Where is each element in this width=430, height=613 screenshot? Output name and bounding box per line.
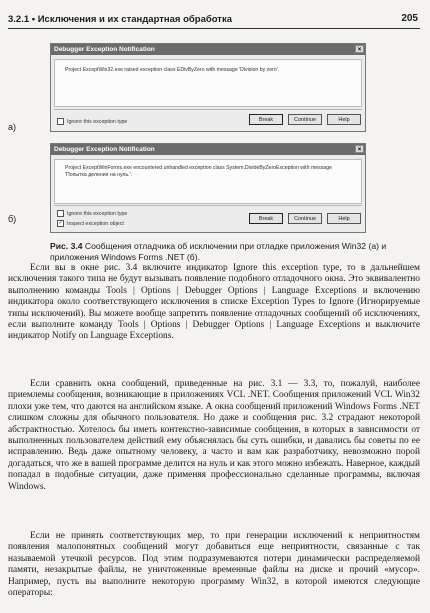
dialog-b-message-line1: Project ExceptWinForms.exe encountered unhandled exception class System.DivideByZeroException with message (65, 165, 332, 171)
section-title: 3.2.1 • Исключения и их стандартная обработка (8, 14, 232, 25)
caption-label: Рис. 3.4 (50, 241, 83, 251)
close-icon[interactable]: × (355, 145, 364, 153)
inspect-label: Inspect exception object (67, 220, 124, 227)
dialog-b-message-line2: 'Попытка деления на нуль.'. (65, 172, 133, 178)
figure-a-label: а) (8, 122, 17, 132)
dialog-a-ignore-checkbox[interactable] (57, 118, 127, 125)
dialog-a-separator (54, 109, 362, 110)
checkbox-icon[interactable] (57, 118, 64, 125)
paragraph-2: Если сравнить окна сообщений, приведенные на рис. 3.1 — 3.3, то, пожалуй, наиболее приемлемы сообщения, возникающие в приложениях VCL .NET. Сообщения приложений VCL Win32 плохи уже тем, что даются на английском языке. А окна сообщений приложений Windows Forms .NET слишком сложны для обычного пользователя. Но даже и сообщения рис. 3.2 страдают некоторой абстрактностью. Хотелось бы иметь контекстно-зависимые сообщения, в которых в зависимости от выполненных пользователем действий ему объяснялась бы суть ошибки, и давались бы советы по ее исправлению. Ведь даже опытному человеку, а часто и вам как разработчику, невозможно порой догадаться, что же в вашей программе делится на нуль и как этого можно избежать. Наверное, каждый попадал в подобные ситуации, даже применяя профессионально сделанные программы, включая Windows. (8, 379, 420, 492)
dialog-b (50, 143, 366, 233)
dialog-b-inspect-checkbox[interactable] (57, 220, 124, 227)
checkmark-icon[interactable]: ✓ (58, 220, 63, 226)
running-header (8, 12, 420, 29)
checkbox-icon[interactable] (57, 210, 64, 217)
break-button[interactable]: Break (249, 114, 283, 125)
ignore-label: Ignore this exception type (67, 118, 128, 125)
dialog-a-title: Debugger Exception Notification (54, 46, 155, 53)
figure-caption (50, 241, 420, 263)
figure-b-label: б) (8, 214, 17, 224)
continue-button[interactable]: Continue (288, 213, 322, 224)
close-icon[interactable]: × (355, 45, 364, 53)
caption-text: Сообщения отладчика об исключении при отладке приложения Win32 (а) и приложения Windows Forms .NET (б). (50, 241, 387, 262)
dialog-b-title: Debugger Exception Notification (54, 146, 155, 153)
dialog-a (50, 43, 366, 132)
dialog-a-message: Project ExceptWin32.exe raised exception class EDivByZero with message 'Division by zero'. (65, 67, 280, 73)
help-button[interactable]: Help (327, 114, 361, 125)
paragraph-1: Если вы в окне рис. 3.4 включите индикатор Ignore this exception type, то в дальнейшем исключения такого типа не будут вызывать появление подобного отладочного окна. Это эквивалентно выполнению команды Tools | Options | Debugger Options | Language Exceptions и включению индикатора около соответствующего исключения в списке Exception Types to Ignore (Игнорируемые типы исключений). Вы можете вообще запретить появление отладочных сообщений об исключениях, если выполните команду Tools | Options | Debugger Options | Language Exceptions и выключите индикатор Notify on Language Exceptions. (8, 263, 420, 342)
ignore-label: Ignore this exception type (67, 210, 128, 217)
dialog-b-titlebar[interactable] (51, 144, 365, 155)
continue-button[interactable]: Continue (288, 114, 322, 125)
dialog-b-separator (54, 205, 362, 206)
paragraph-3: Если не принять соответствующих мер, то при генерации исключений к неприятностям появления малопонятных сообщений могут добавиться еще неприятности, связанные с так называемой утечкой ресурсов. Под этим подразумеваются потери динамически распределяемой памяти, незакрытые файлы, не уничтоженные временные файлы на диске и прочий «мусор». Например, пусть вы выполните некоторую программу Win32, в которой имеются следующие операторы: (8, 531, 420, 599)
page-number: 205 (401, 13, 418, 24)
break-button[interactable]: Break (249, 213, 283, 224)
dialog-b-ignore-checkbox[interactable] (57, 210, 127, 217)
help-button[interactable]: Help (327, 213, 361, 224)
dialog-a-titlebar[interactable] (51, 44, 365, 55)
